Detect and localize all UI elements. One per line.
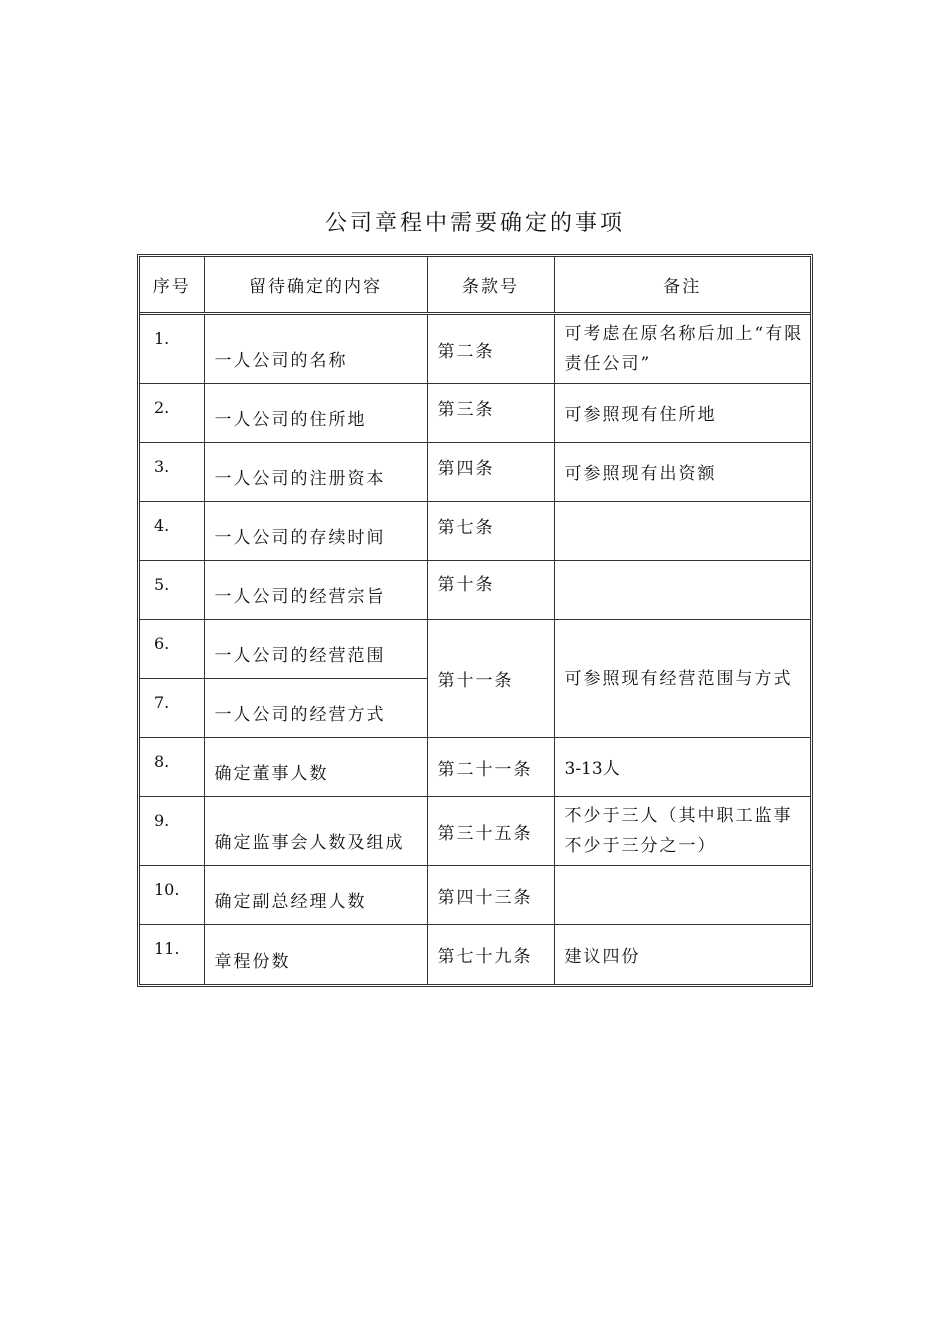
row-number: 5.: [140, 561, 204, 620]
row-note: [554, 561, 810, 620]
table-row: [140, 738, 810, 797]
row-content: 确定董事人数: [204, 738, 427, 797]
table-row: [140, 314, 810, 384]
items-table: [137, 254, 813, 987]
row-number: 9.: [140, 797, 204, 866]
row-note: 不少于三人（其中职工监事不少于三分之一）: [554, 797, 810, 866]
table-row: [140, 384, 810, 443]
row-clause: 第四条: [427, 443, 554, 502]
table-row: [140, 925, 810, 984]
header-remarks: 备注: [554, 257, 810, 314]
table-row: [140, 561, 810, 620]
row-number: 11.: [140, 925, 204, 984]
row-content: 一人公司的经营范围: [204, 620, 427, 679]
row-clause: 第十条: [427, 561, 554, 620]
row-number: 4.: [140, 502, 204, 561]
row-number: 6.: [140, 620, 204, 679]
row-number: 7.: [140, 679, 204, 738]
row-number: 2.: [140, 384, 204, 443]
row-clause: 第二十一条: [427, 738, 554, 797]
row-note: 可参照现有经营范围与方式: [554, 620, 810, 738]
table-row: [140, 866, 810, 925]
row-note: 建议四份: [554, 925, 810, 984]
header-clause-number: 条款号: [427, 257, 554, 314]
row-content: 一人公司的存续时间: [204, 502, 427, 561]
row-number: 3.: [140, 443, 204, 502]
row-content: 一人公司的经营方式: [204, 679, 427, 738]
row-number: 8.: [140, 738, 204, 797]
table-row: [140, 620, 810, 679]
row-content: 一人公司的住所地: [204, 384, 427, 443]
row-clause: 第四十三条: [427, 866, 554, 925]
row-clause: 第七条: [427, 502, 554, 561]
row-clause: 第七十九条: [427, 925, 554, 984]
row-note: 可参照现有住所地: [554, 384, 810, 443]
table-row: [140, 502, 810, 561]
row-note: 可参照现有出资额: [554, 443, 810, 502]
document-title: 公司章程中需要确定的事项: [324, 211, 625, 236]
row-content: 一人公司的经营宗旨: [204, 561, 427, 620]
table-row: [140, 443, 810, 502]
row-note: 可考虑在原名称后加上“有限责任公司”: [554, 314, 810, 384]
row-content: 章程份数: [204, 925, 427, 984]
row-note: [554, 502, 810, 561]
row-clause: 第二条: [427, 314, 554, 384]
row-content: 一人公司的名称: [204, 314, 427, 384]
row-clause: 第十一条: [427, 620, 554, 738]
header-pending-content: 留待确定的内容: [204, 257, 427, 314]
table-row: [140, 797, 810, 866]
table-header-row: [140, 257, 810, 314]
row-number: 1.: [140, 314, 204, 384]
row-content: 确定副总经理人数: [204, 866, 427, 925]
row-note: [554, 866, 810, 925]
header-serial-number: 序号: [140, 257, 204, 314]
row-number: 10.: [140, 866, 204, 925]
row-content: 确定监事会人数及组成: [204, 797, 427, 866]
row-clause: 第三十五条: [427, 797, 554, 866]
row-note: 3-13人: [554, 738, 810, 797]
row-clause: 第三条: [427, 384, 554, 443]
row-content: 一人公司的注册资本: [204, 443, 427, 502]
